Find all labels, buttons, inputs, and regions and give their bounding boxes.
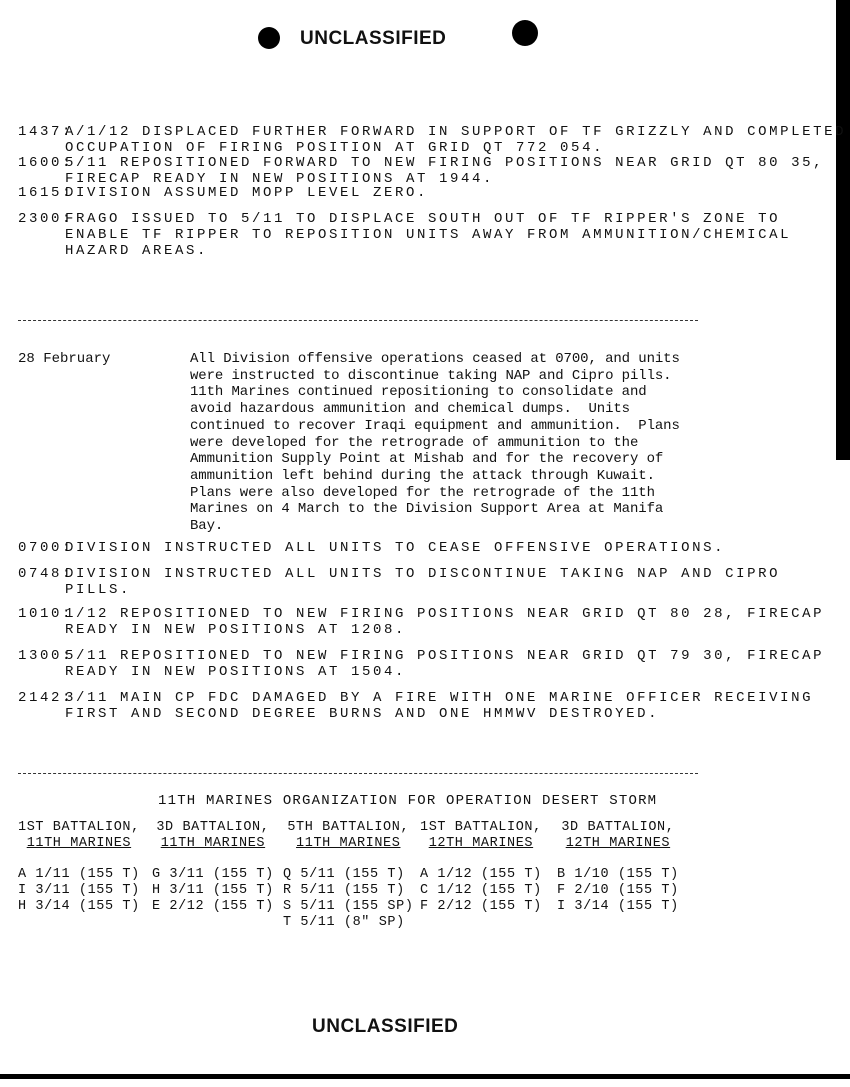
entry-line: 5/11 REPOSITIONED FORWARD TO NEW FIRING POSITIONS NEAR GRID QT 80 35, xyxy=(65,155,825,171)
entry-text xyxy=(65,155,824,187)
entry-time: 1300: xyxy=(18,648,74,664)
entry-line: 5/11 REPOSITIONED TO NEW FIRING POSITIONS NEAR GRID QT 79 30, FIRECAP xyxy=(65,648,825,664)
entry-time: 1010: xyxy=(18,606,74,622)
regiment-name: 12TH MARINES xyxy=(565,836,671,851)
entry-text xyxy=(65,185,428,201)
regiment-name: 11TH MARINES xyxy=(160,836,266,851)
battalion-name: 3D BATTALION, xyxy=(156,820,270,835)
battalion-column xyxy=(557,820,679,915)
divider xyxy=(18,320,698,321)
battery-list: Q 5/11 (155 T) R 5/11 (155 T) S 5/11 (155 SP) T 5/11 (8" SP) xyxy=(283,867,414,930)
battalion-column xyxy=(18,820,140,915)
entry-line: FRAGO ISSUED TO 5/11 TO DISPLACE SOUTH OUT OF TF RIPPER'S ZONE TO xyxy=(65,211,781,227)
entry-line: FIRECAP READY IN NEW POSITIONS AT 1944. xyxy=(65,171,495,187)
battalion-name: 3D BATTALION, xyxy=(561,820,675,835)
entry-time: 2300: xyxy=(18,211,74,227)
battalion-name: 1ST BATTALION, xyxy=(18,820,140,835)
entry-line: DIVISION INSTRUCTED ALL UNITS TO CEASE OFFENSIVE OPERATIONS. xyxy=(65,540,726,556)
summary-date: 28 February xyxy=(18,351,111,367)
entry-line: DIVISION ASSUMED MOPP LEVEL ZERO. xyxy=(65,185,429,201)
battalion-column xyxy=(420,820,542,915)
battery-list: G 3/11 (155 T) H 3/11 (155 T) E 2/12 (155 T) xyxy=(152,867,274,914)
regiment-name: 12TH MARINES xyxy=(428,836,534,851)
punch-hole-mark xyxy=(512,20,538,46)
entry-time: 1437: xyxy=(18,124,74,140)
divider xyxy=(18,773,698,774)
entry-line: 1/12 REPOSITIONED TO NEW FIRING POSITIONS NEAR GRID QT 80 28, FIRECAP xyxy=(65,606,825,622)
entry-time: 1615: xyxy=(18,185,74,201)
entry-line: DIVISION INSTRUCTED ALL UNITS TO DISCONTINUE TAKING NAP AND CIPRO xyxy=(65,566,781,582)
entry-text xyxy=(65,690,813,722)
battalion-name: 1ST BATTALION, xyxy=(420,820,542,835)
entry-text xyxy=(65,124,846,156)
entry-text xyxy=(65,606,824,638)
classification-header: UNCLASSIFIED xyxy=(300,28,447,49)
entry-line: READY IN NEW POSITIONS AT 1208. xyxy=(65,622,407,638)
entry-line: 3/11 MAIN CP FDC DAMAGED BY A FIRE WITH ONE MARINE OFFICER RECEIVING xyxy=(65,690,814,706)
entry-text xyxy=(65,648,824,680)
entry-line: READY IN NEW POSITIONS AT 1504. xyxy=(65,664,407,680)
entry-line: OCCUPATION OF FIRING POSITION AT GRID QT 772 054. xyxy=(65,140,605,156)
scan-edge-bar xyxy=(0,1074,850,1079)
scan-edge-bar xyxy=(836,0,850,460)
entry-text xyxy=(65,566,780,598)
entry-line: PILLS. xyxy=(65,582,132,598)
entry-line: ENABLE TF RIPPER TO REPOSITION UNITS AWAY FROM AMMUNITION/CHEMICAL xyxy=(65,227,792,243)
entry-line: FIRST AND SECOND DEGREE BURNS AND ONE HMMWV DESTROYED. xyxy=(65,706,660,722)
regiment-name: 11TH MARINES xyxy=(26,836,132,851)
entry-text xyxy=(65,211,791,259)
entry-time: 0700: xyxy=(18,540,74,556)
classification-footer: UNCLASSIFIED xyxy=(312,1016,459,1037)
battalion-column xyxy=(283,820,414,931)
battery-list: B 1/10 (155 T) F 2/10 (155 T) I 3/14 (155 T) xyxy=(557,867,679,914)
battery-list: A 1/12 (155 T) C 1/12 (155 T) F 2/12 (155 T) xyxy=(420,867,542,914)
entry-text xyxy=(65,540,725,556)
entry-line: A/1/12 DISPLACED FURTHER FORWARD IN SUPPORT OF TF GRIZZLY AND COMPLETED xyxy=(65,124,847,140)
entry-time: 1600: xyxy=(18,155,74,171)
summary-text: All Division offensive operations ceased at 0700, and units were instructed to discontinue taking NAP and Cipro pills. 11th Marines continued repositioning to consolidate and avoid hazardous ammunition and chemical dumps. Units continued to recover Iraqi equipment and ammunition. Plans were developed for the retrograde of ammunition to the Ammunition Supply Point at Mishab and for the recovery of ammunition left behind during the attack through Kuwait. Plans were also developed for the retrograde of the 11th Marines on 4 March to the Division Support Area at Manifa Bay. xyxy=(190,351,680,535)
punch-hole-mark xyxy=(258,27,280,49)
battery-list: A 1/11 (155 T) I 3/11 (155 T) H 3/14 (155 T) xyxy=(18,867,140,914)
entry-line: HAZARD AREAS. xyxy=(65,243,209,259)
battalion-name: 5TH BATTALION, xyxy=(287,820,410,835)
regiment-name: 11TH MARINES xyxy=(296,836,401,851)
battalion-column xyxy=(152,820,274,915)
entry-time: 2142: xyxy=(18,690,74,706)
organization-title: 11TH MARINES ORGANIZATION FOR OPERATION DESERT STORM xyxy=(158,793,658,809)
entry-time: 0748: xyxy=(18,566,74,582)
